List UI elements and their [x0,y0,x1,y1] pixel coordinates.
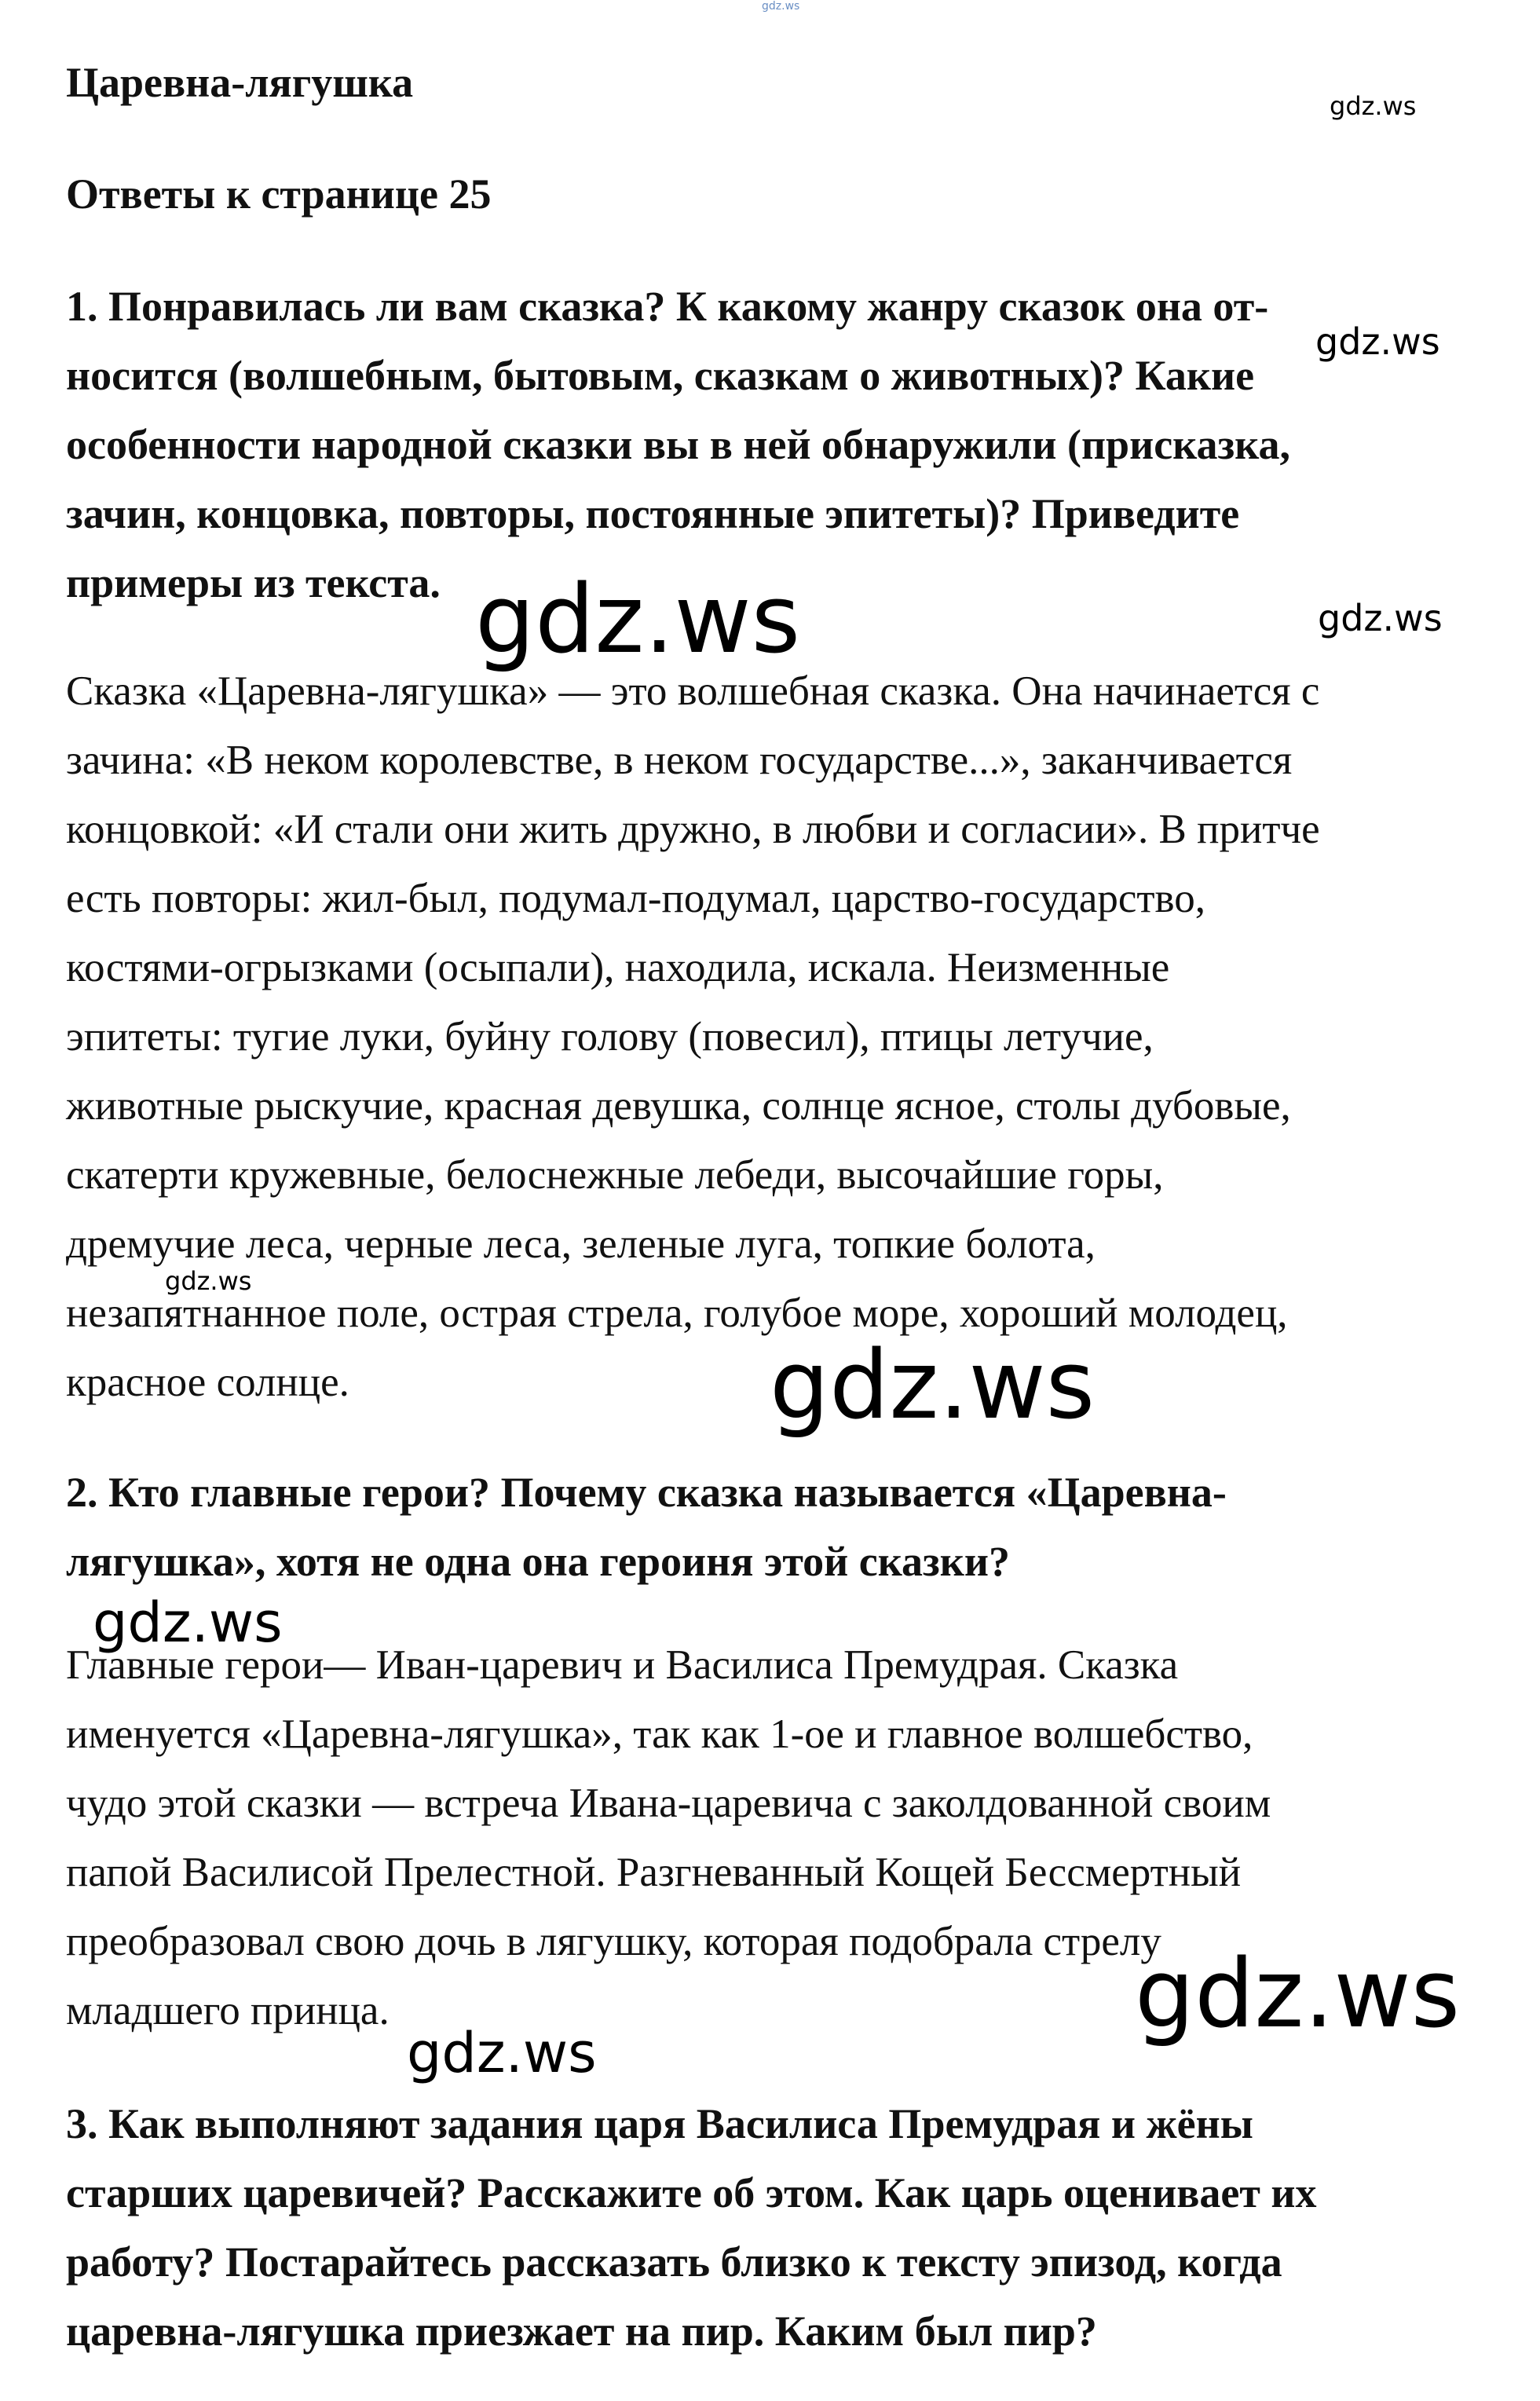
page-title: Царевна-лягушка [66,59,414,106]
answer-1 [66,657,1480,1417]
answer-line: младшего принца. [66,1988,390,2033]
answer-line: дремучие леса, черные леса, зеленые луга, топкие болота, [66,1221,1096,1267]
answer-line: скатерти кружевные, белоснежные лебеди, высочайшие горы, [66,1152,1164,1198]
answer-line: папой Василисой Прелестной. Разгневанный Кощей Бессмертный [66,1850,1242,1895]
question-line: особенности народной сказки вы в ней обнаружили (присказка, [66,421,1290,468]
answer-line: костями-огрызками (осыпали), находила, искала. Неизменные [66,945,1170,990]
question-line: работу? Постарайтесь рассказать близко к тексту эпизод, когда [66,2238,1282,2286]
answer-line: Сказка «Царевна-лягушка» — это волшебная сказка. Она начинается с [66,668,1320,714]
answer-line: концовкой: «И стали они жить дружно, в любви и согласии». В притче [66,807,1320,852]
page-subtitle: Ответы к странице 25 [66,170,492,218]
answer-line: есть повторы: жил-был, подумал-подумал, царство-государство, [66,876,1205,921]
answer-line: животные рыскучие, красная девушка, солнце ясное, столы дубовые, [66,1083,1291,1129]
answer-line: зачина: «В неком королевстве, в неком государстве...», заканчивается [66,738,1293,783]
question-line: примеры из текста. [66,559,441,606]
question-line: 1. Понравилась ли вам сказка? К какому жанру сказок она от- [66,283,1269,330]
watermark: gdz.ws [1330,91,1417,121]
watermark: gdz.ws [407,2021,597,2085]
answer-line: именуется «Царевна-лягушка», так как 1-ое и главное волшебство, [66,1711,1253,1757]
watermark: gdz.ws [1135,1940,1461,2049]
question-line: носится (волшебным, бытовым, сказкам о животных)? Какие [66,352,1255,399]
watermark: gdz.ws [475,565,801,675]
question-2 [66,1458,1472,1596]
watermark: gdz.ws [1315,320,1440,363]
answer-line: преобразовал свою дочь в лягушку, которая подобрала стрелу [66,1919,1161,1964]
question-line: старших царевичей? Расскажите об этом. Как царь оценивает их [66,2169,1317,2216]
question-line: зачин, концовка, повторы, постоянные эпитеты)? Приведите [66,490,1240,537]
question-line: лягушка», хотя не одна она героиня этой сказки? [66,1538,1010,1585]
watermark: gdz.ws [770,1331,1096,1440]
answer-line: чудо этой сказки — встреча Ивана-царевича с заколдованной своим [66,1781,1271,1826]
watermark: gdz.ws [93,1590,283,1655]
question-line: 3. Как выполняют задания царя Василиса Премудрая и жёны [66,2100,1253,2147]
watermark: gdz.ws [1318,597,1443,639]
watermark: gdz.ws [762,0,800,13]
answer-line: Главные герои— Иван-царевич и Василиса Премудрая. Сказка [66,1642,1179,1688]
question-3 [66,2089,1472,2366]
answer-line: эпитеты: тугие луки, буйну голову (повесил), птицы летучие, [66,1014,1154,1060]
watermark: gdz.ws [165,1266,252,1296]
question-line: царевна-лягушка приезжает на пир. Каким был пир? [66,2308,1097,2355]
question-line: 2. Кто главные герои? Почему сказка называется «Царевна- [66,1469,1227,1516]
answer-line: незапятнанное поле, острая стрела, голубое море, хороший молодец, [66,1290,1288,1336]
answer-line: красное солнце. [66,1360,349,1405]
